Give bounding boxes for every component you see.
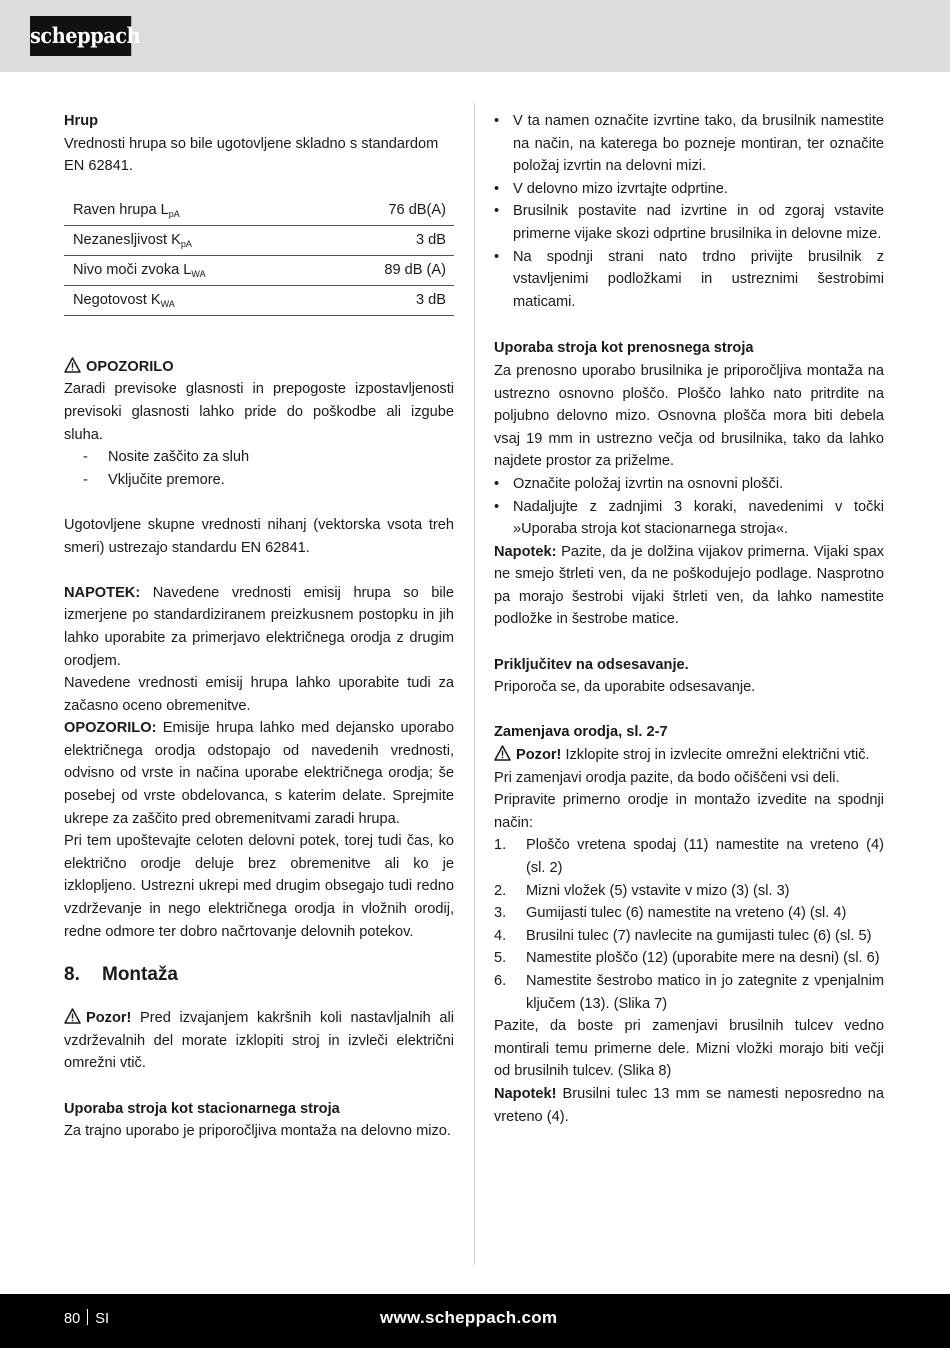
list-item: - Vključite premore. bbox=[64, 469, 454, 492]
portable-note-label: Napotek: bbox=[494, 543, 557, 560]
noise-value: 3 dB bbox=[320, 225, 454, 255]
page-number: 80 bbox=[64, 1311, 81, 1327]
tool-steps bbox=[494, 834, 884, 1015]
noise-label-sub: pA bbox=[180, 238, 192, 249]
section-number: 8. bbox=[64, 964, 80, 986]
step-text: Brusilni tulec (7) navlecite na gumijasti tulec (6) (sl. 5) bbox=[526, 927, 872, 944]
noise-intro: Vrednosti hrupa so bile ugotovljene skladno s standardom EN 62841. bbox=[64, 135, 439, 175]
noise-label bbox=[64, 285, 320, 315]
section-heading bbox=[64, 953, 454, 997]
tool-text-2: Pripravite primerno orodje in montažo izvedite na spodnji način: bbox=[494, 792, 884, 831]
step-number: 5. bbox=[494, 950, 507, 967]
list-item bbox=[494, 902, 884, 925]
noise-label-sub: WA bbox=[160, 298, 175, 309]
list-item bbox=[494, 947, 884, 970]
portable-text: Za prenosno uporabo brusilnika je priporočljiva montaža na ustrezno osnovno ploščo. Ploščo lahko nato pritrdite na poljubno delovno mizo. Osnovna plošča mora biti debela vsaj 19 mm in ustrezno večja od brusilnika, tako da lahko najdete prostor za priželme. bbox=[494, 362, 884, 470]
attention-text: Pred izvajanjem kakršnih koli nastavljalnih ali vzdrževalnih del morate izklopiti stroj in izvleči električni omrežni vtič. bbox=[64, 1010, 454, 1072]
table-row bbox=[64, 225, 454, 255]
noise-label-text: Raven hrupa L bbox=[73, 201, 169, 218]
header-bar bbox=[0, 0, 950, 72]
noise-value: 76 dB(A) bbox=[320, 196, 454, 226]
noise-heading: Hrup bbox=[64, 113, 99, 129]
step-text: Ploščo vretena spodaj (11) namestite na vreteno (4) (sl. 2) bbox=[526, 837, 884, 876]
step-text: Namestite ploščo (12) (uporabite mere na desni) (sl. 6) bbox=[526, 950, 880, 967]
warning-heading bbox=[64, 356, 454, 379]
attention-paragraph bbox=[64, 1007, 454, 1075]
tool-attention-label: Pozor! bbox=[516, 747, 562, 764]
stationary-text: Za trajno uporabo je priporočljiva montaža na delovno mizo. bbox=[64, 1123, 451, 1140]
noise-label-sub: WA bbox=[191, 268, 206, 279]
stationary-heading: Uporaba stroja kot stacionarnega stroja bbox=[64, 1100, 340, 1117]
noise-value: 3 dB bbox=[320, 285, 454, 315]
section-title: Montaža bbox=[102, 964, 178, 986]
tool-note-label: Napotek! bbox=[494, 1085, 557, 1102]
noise-label bbox=[64, 225, 320, 255]
noise-label-text: Nivo moči zvoka L bbox=[73, 261, 192, 278]
step-number: 6. bbox=[494, 972, 507, 989]
warning-triangle-icon bbox=[64, 1008, 81, 1024]
step-number: 4. bbox=[494, 927, 507, 944]
noise-label-text: Negotovost K bbox=[73, 291, 161, 308]
list-item: • V delovno mizo izvrtajte odprtine. bbox=[494, 178, 884, 201]
list-item: • Na spodnji strani nato trdno privijte brusilnik z vstavljenimi podložkami in ustreznimi šestrobimi maticami. bbox=[494, 246, 884, 314]
warning-triangle-icon bbox=[494, 745, 511, 761]
tool-heading: Zamenjava orodja, sl. 2-7 bbox=[494, 724, 668, 741]
tool-note-text: Brusilni tulec 13 mm se namesti neposredno na vreteno (4). bbox=[494, 1085, 884, 1125]
note-label: NAPOTEK: bbox=[64, 584, 141, 601]
page-indicator bbox=[64, 1308, 109, 1330]
left-column bbox=[64, 110, 454, 1143]
note-paragraph-2: Navedene vrednosti emisij hrupa lahko uporabite tudi za začasno oceno obremenitve. bbox=[64, 675, 454, 714]
brand-logo: scheppach bbox=[30, 16, 131, 56]
extraction-text: Priporoča se, da uporabite odsesavanje. bbox=[494, 679, 756, 696]
tool-text-1: Pri zamenjavi orodja pazite, da bodo očiščeni vsi deli. bbox=[494, 769, 840, 786]
portable-note-text: Pazite, da je dolžina vijakov primerna. Vijaki spax ne smejo štrleti ven, da ne poškodujejo podlage. Nasprotno pa morajo šestrobi vijaki štrleti ven, da lahko namestite podložke in šestrobe matice. bbox=[494, 543, 884, 628]
extraction-heading: Priključitev na odsesavanje. bbox=[494, 656, 689, 673]
tool-note bbox=[494, 1083, 884, 1128]
warning-list bbox=[64, 446, 454, 491]
table-row bbox=[64, 285, 454, 315]
footer-url[interactable]: www.scheppach.com bbox=[380, 1308, 558, 1327]
tool-attention-text: Izklopite stroj in izvlecite omrežni električni vtič. bbox=[561, 747, 870, 764]
warning-text: Zaradi previsoke glasnosti in prepogoste izpostavljenosti previsoki glasnosti lahko pride do poškodbe ali izgube sluha. bbox=[64, 381, 454, 443]
caution-text: Emisije hrupa lahko med dejansko uporabo električnega orodja odstopajo od navedenih vrednosti, odvisno od vrste in načina uporabe električnega orodja; še posebej od vrste obdelovanca, s katerim delate. Sprejmite ukrepe za zaščito pred obremenitvami zaradi hrupa. bbox=[64, 720, 454, 827]
right-column bbox=[494, 110, 884, 1128]
step-number: 2. bbox=[494, 882, 507, 899]
table-row bbox=[64, 196, 454, 226]
warning-heading-text: OPOZORILO bbox=[86, 358, 174, 375]
step-number: 1. bbox=[494, 837, 507, 854]
noise-value: 89 dB (A) bbox=[320, 255, 454, 285]
list-item: • Označite položaj izvrtin na osnovni plošči. bbox=[494, 473, 884, 496]
warning-triangle-icon bbox=[64, 357, 81, 373]
noise-label-text: Nezanesljivost K bbox=[73, 231, 181, 248]
separator bbox=[87, 1309, 88, 1325]
list-item: • Nadaljujte z zadnjimi 3 koraki, navedenimi v točki »Uporaba stroja kot stacionarnega stroja«. bbox=[494, 496, 884, 541]
caution-label: OPOZORILO: bbox=[64, 720, 157, 737]
tool-text-3: Pazite, da boste pri zamenjavi brusilnih tulcev vedno montirali temu primerne dele. Mizni vložki morajo biti večji od brusilnih tulcev. (Slika 8) bbox=[494, 1018, 884, 1080]
note-text: Navedene vrednosti emisij hrupa so bile izmerjene po standardiziranem preizkusnem postopku in jih lahko uporabite za primerjavo električnega orodja z drugim orodjem. bbox=[64, 584, 454, 669]
tool-attention bbox=[494, 744, 884, 767]
attention-label: Pozor! bbox=[86, 1010, 132, 1027]
table-row bbox=[64, 255, 454, 285]
caution-paragraph-2: Pri tem upoštevajte celoten delovni potek, torej tudi čas, ko električno orodje deluje brez obremenitve ali ko je izklopljeno. Ustrezni ukrepi med drugim obsegajo tudi redno vzdrževanje in nego električnega orodja in vložnih orodij, redne odmore ter dobro načrtovanje delovnih potekov. bbox=[64, 833, 454, 940]
list-item bbox=[494, 880, 884, 903]
list-item: • Brusilnik postavite nad izvrtine in od zgoraj vstavite primerne vijake skozi odprtine brusilnika in delovne mize. bbox=[494, 200, 884, 245]
footer-bar bbox=[0, 1294, 950, 1348]
vibration-text: Ugotovljene skupne vrednosti nihanj (vektorska vsota treh smeri) ustrezajo standardu EN 62841. bbox=[64, 516, 454, 556]
step-text: Namestite šestrobo matico in jo zategnite z vpenjalnim ključem (13). (Slika 7) bbox=[526, 972, 884, 1012]
list-item: - Nosite zaščito za sluh bbox=[64, 446, 454, 469]
list-item bbox=[494, 970, 884, 1015]
step-text: Mizni vložek (5) vstavite v mizo (3) (sl. 3) bbox=[526, 882, 790, 899]
list-item: • V ta namen označite izvrtine tako, da brusilnik namestite na način, na katerega bo pozneje montiran, ter označite položaj izvrtin na delovni mizi. bbox=[494, 110, 884, 178]
portable-list bbox=[494, 473, 884, 541]
list-item bbox=[494, 834, 884, 879]
step-text: Gumijasti tulec (6) namestite na vreteno (4) (sl. 4) bbox=[526, 905, 847, 922]
portable-note bbox=[494, 541, 884, 631]
list-item bbox=[494, 925, 884, 948]
language-code: SI bbox=[95, 1311, 110, 1327]
noise-label-sub: pA bbox=[168, 208, 180, 219]
step-number: 3. bbox=[494, 905, 507, 922]
mount-list bbox=[494, 110, 884, 313]
portable-heading: Uporaba stroja kot prenosnega stroja bbox=[494, 340, 754, 357]
noise-label bbox=[64, 255, 320, 285]
column-divider bbox=[474, 103, 475, 1265]
noise-table bbox=[64, 196, 454, 316]
caution-paragraph bbox=[64, 717, 454, 830]
noise-label bbox=[64, 196, 320, 226]
note-paragraph bbox=[64, 582, 454, 672]
